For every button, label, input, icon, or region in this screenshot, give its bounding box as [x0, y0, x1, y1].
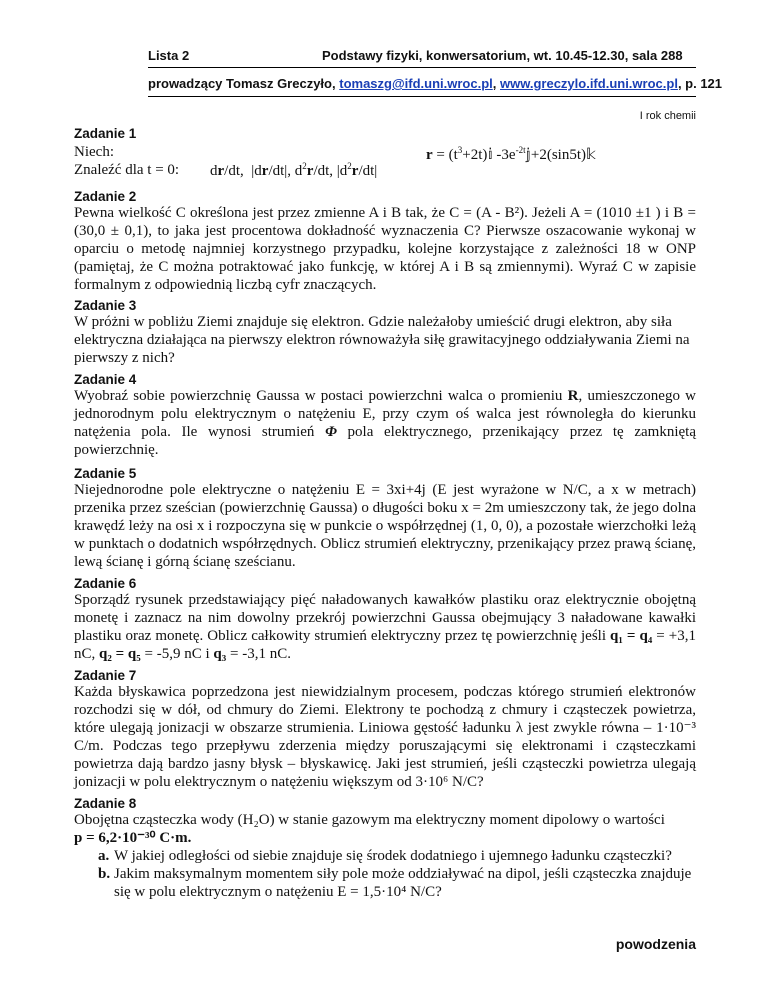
room: , p. 121 [677, 76, 723, 91]
list-number: Lista 2 [148, 48, 190, 63]
task-1-derivatives: dr/dt, |dr/dt|, $d^2r/dt$, $|d^2r/dt|$ [210, 161, 378, 179]
list-item: b. Jakim maksymalnym momentem siły pole może oddziaływać na dipol, jeśli cząsteczka znajduje się w polu elektrycznym o natężeniu E = 1,5·10⁴ N/C? [98, 866, 692, 900]
task-5 [74, 466, 696, 571]
task-6-body: Sporządź rysunek przedstawiający pięć naładowanych kawałków plastiku oraz elektrycznie obojętną monetę i zaznacz na nim dowolny przekrój powierzchni Gaussa obejmujący 3 naładowane kawałki plastiku oraz monetę. Oblicz całkowity strumień elektryczny przez tę powierzchnię jeśli q₁ = q₄ = +3,1 nC, q₂ = q₅ = -5,9 nC i q₃ = -3,1 nC. [74, 592, 696, 662]
task-title: Zadanie 6 [74, 576, 137, 591]
list-item: a. W jakiej odległości od siebie znajduje się środek dodatniego i ujemnego ładunku cząsteczki? [98, 848, 672, 864]
task-title: Zadanie 7 [74, 668, 137, 683]
header-rule-bottom [148, 96, 696, 97]
task-7 [74, 668, 696, 791]
task-1-let: Niech: [74, 144, 114, 160]
task-4-body: Wyobraź sobie powierzchnię Gaussa w postaci powierzchni walca o promieniu R, umieszczonego w jednorodnym polu elektrycznym o natężeniu E, przy czym oś walca jest równoległa do kierunku natężenia pola. Ile wynosi strumień Φ pola elektrycznego, przenikający przez tę zamkniętą powierzchnię. [74, 388, 697, 458]
task-5-body: Niejednorodne pole elektryczne o natężeniu E = 3xi+4j (E jest wyrażone w N/C, a x w metrach) przenika przez sześcian (powierzchnię Gaussa) o długości boku x = 2m umieszczony tak, że jego dolna krawędź leży na osi x i rozpoczyna się w punkcie o współrzędnej (1, 0, 0), a pozostałe wierzchołki leżą w punktach o dodatnich współrzędnych. Oblicz strumień elektryczny, przenikający przez prawą ścianę, lewą ścianę i górną ścianę sześcianu. [74, 482, 696, 570]
task-8-questions [74, 847, 696, 901]
task-title: Zadanie 5 [74, 466, 137, 481]
task-8 [74, 796, 696, 901]
website-link[interactable]: www.greczylo.ifd.uni.wroc.pl [500, 76, 678, 91]
lecturer-line: prowadzący Tomasz Greczyło, tomaszg@ifd.uni.wroc.pl, www.greczylo.ifd.uni.wroc.pl, p. 121 [148, 76, 723, 91]
header-rule-top [148, 67, 696, 68]
task-6 [74, 576, 696, 663]
task-title: Zadanie 4 [74, 372, 137, 387]
course-title: Podstawy fizyki, konwersatorium, wt. 10.45-12.30, sala 288 [322, 48, 683, 63]
task-1-find: Znaleźć dla t = 0: [74, 162, 180, 178]
task-7-body: Każda błyskawica poprzedzona jest niewidzialnym procesem, podczas którego strumień elektronów rozchodzi się w dół, od chmury do Ziemi. Elektrony te pochodzą z chmury i cząsteczek powietrza, które ulegają jonizacji w obszarze strumienia. Liniowa gęstość ładunku λ jest zwykle równa – 1·10⁻³ C/m. Podczas tego przepływu zderzenia między poruszającymi się elektronami i cząsteczkami powietrza dają bardzo jasny błysk – błyskawicę. Jaki jest strumień, jeśli cząsteczki powietrza ulegają jonizacji w polu elektrycznym o natężeniu większym od 3·10⁶ N/C? [74, 684, 696, 790]
email-link[interactable]: tomaszg@ifd.uni.wroc.pl [339, 76, 493, 91]
task-title: Zadanie 3 [74, 298, 137, 313]
task-8-intro: Obojętna cząsteczka wody (H₂O) w stanie gazowym ma elektryczny moment dipolowy o wartości [74, 812, 665, 828]
year-label: I rok chemii [639, 110, 696, 122]
task-2 [74, 189, 696, 294]
task-1 [74, 126, 696, 179]
task-2-body: Pewna wielkość C określona jest przez zmienne A i B tak, że C = (A - B²). Jeżeli A = (1010 ±1 ) i B = (30,0 ± 0,1), to jaka jest procentowa dokładność wyznaczenia C? Pierwsze oszacowanie wykonaj w oparciu o metodę najmniej korzystnego przypadku, kolejne korzystające z zależności 18 w ONP (pamiętaj, że C można potraktować jako funkcję, w której A i B są zmiennymi). Wyraź C w zapisie formalnym z odpowiednią liczbą cyfr znaczących. [74, 205, 696, 293]
task-1-vector-r: $r = (t^3+2t)𝕚$ $-3e^{-2t}𝕛+2(\sin 5t)𝕜$ [426, 145, 596, 163]
task-title: Zadanie 8 [74, 796, 137, 811]
task-8-dipole: p = 6,2·10⁻³⁰ C·m. [74, 830, 192, 846]
task-3-body: W próżni w pobliżu Ziemi znajduje się elektron. Gdzie należałoby umieścić drugi elektron, aby siła elektryczna działająca na pierwszy elektron równoważyła siłę grawitacyjnego oddziaływania Ziemi na pierwszy z nich? [74, 314, 690, 366]
task-4 [74, 372, 696, 459]
task-title: Zadanie 1 [74, 126, 137, 141]
lecturer-name: prowadzący Tomasz Greczyło, [148, 76, 336, 91]
task-3 [74, 298, 696, 367]
task-title: Zadanie 2 [74, 189, 137, 204]
footer-text: powodzenia [615, 936, 696, 952]
